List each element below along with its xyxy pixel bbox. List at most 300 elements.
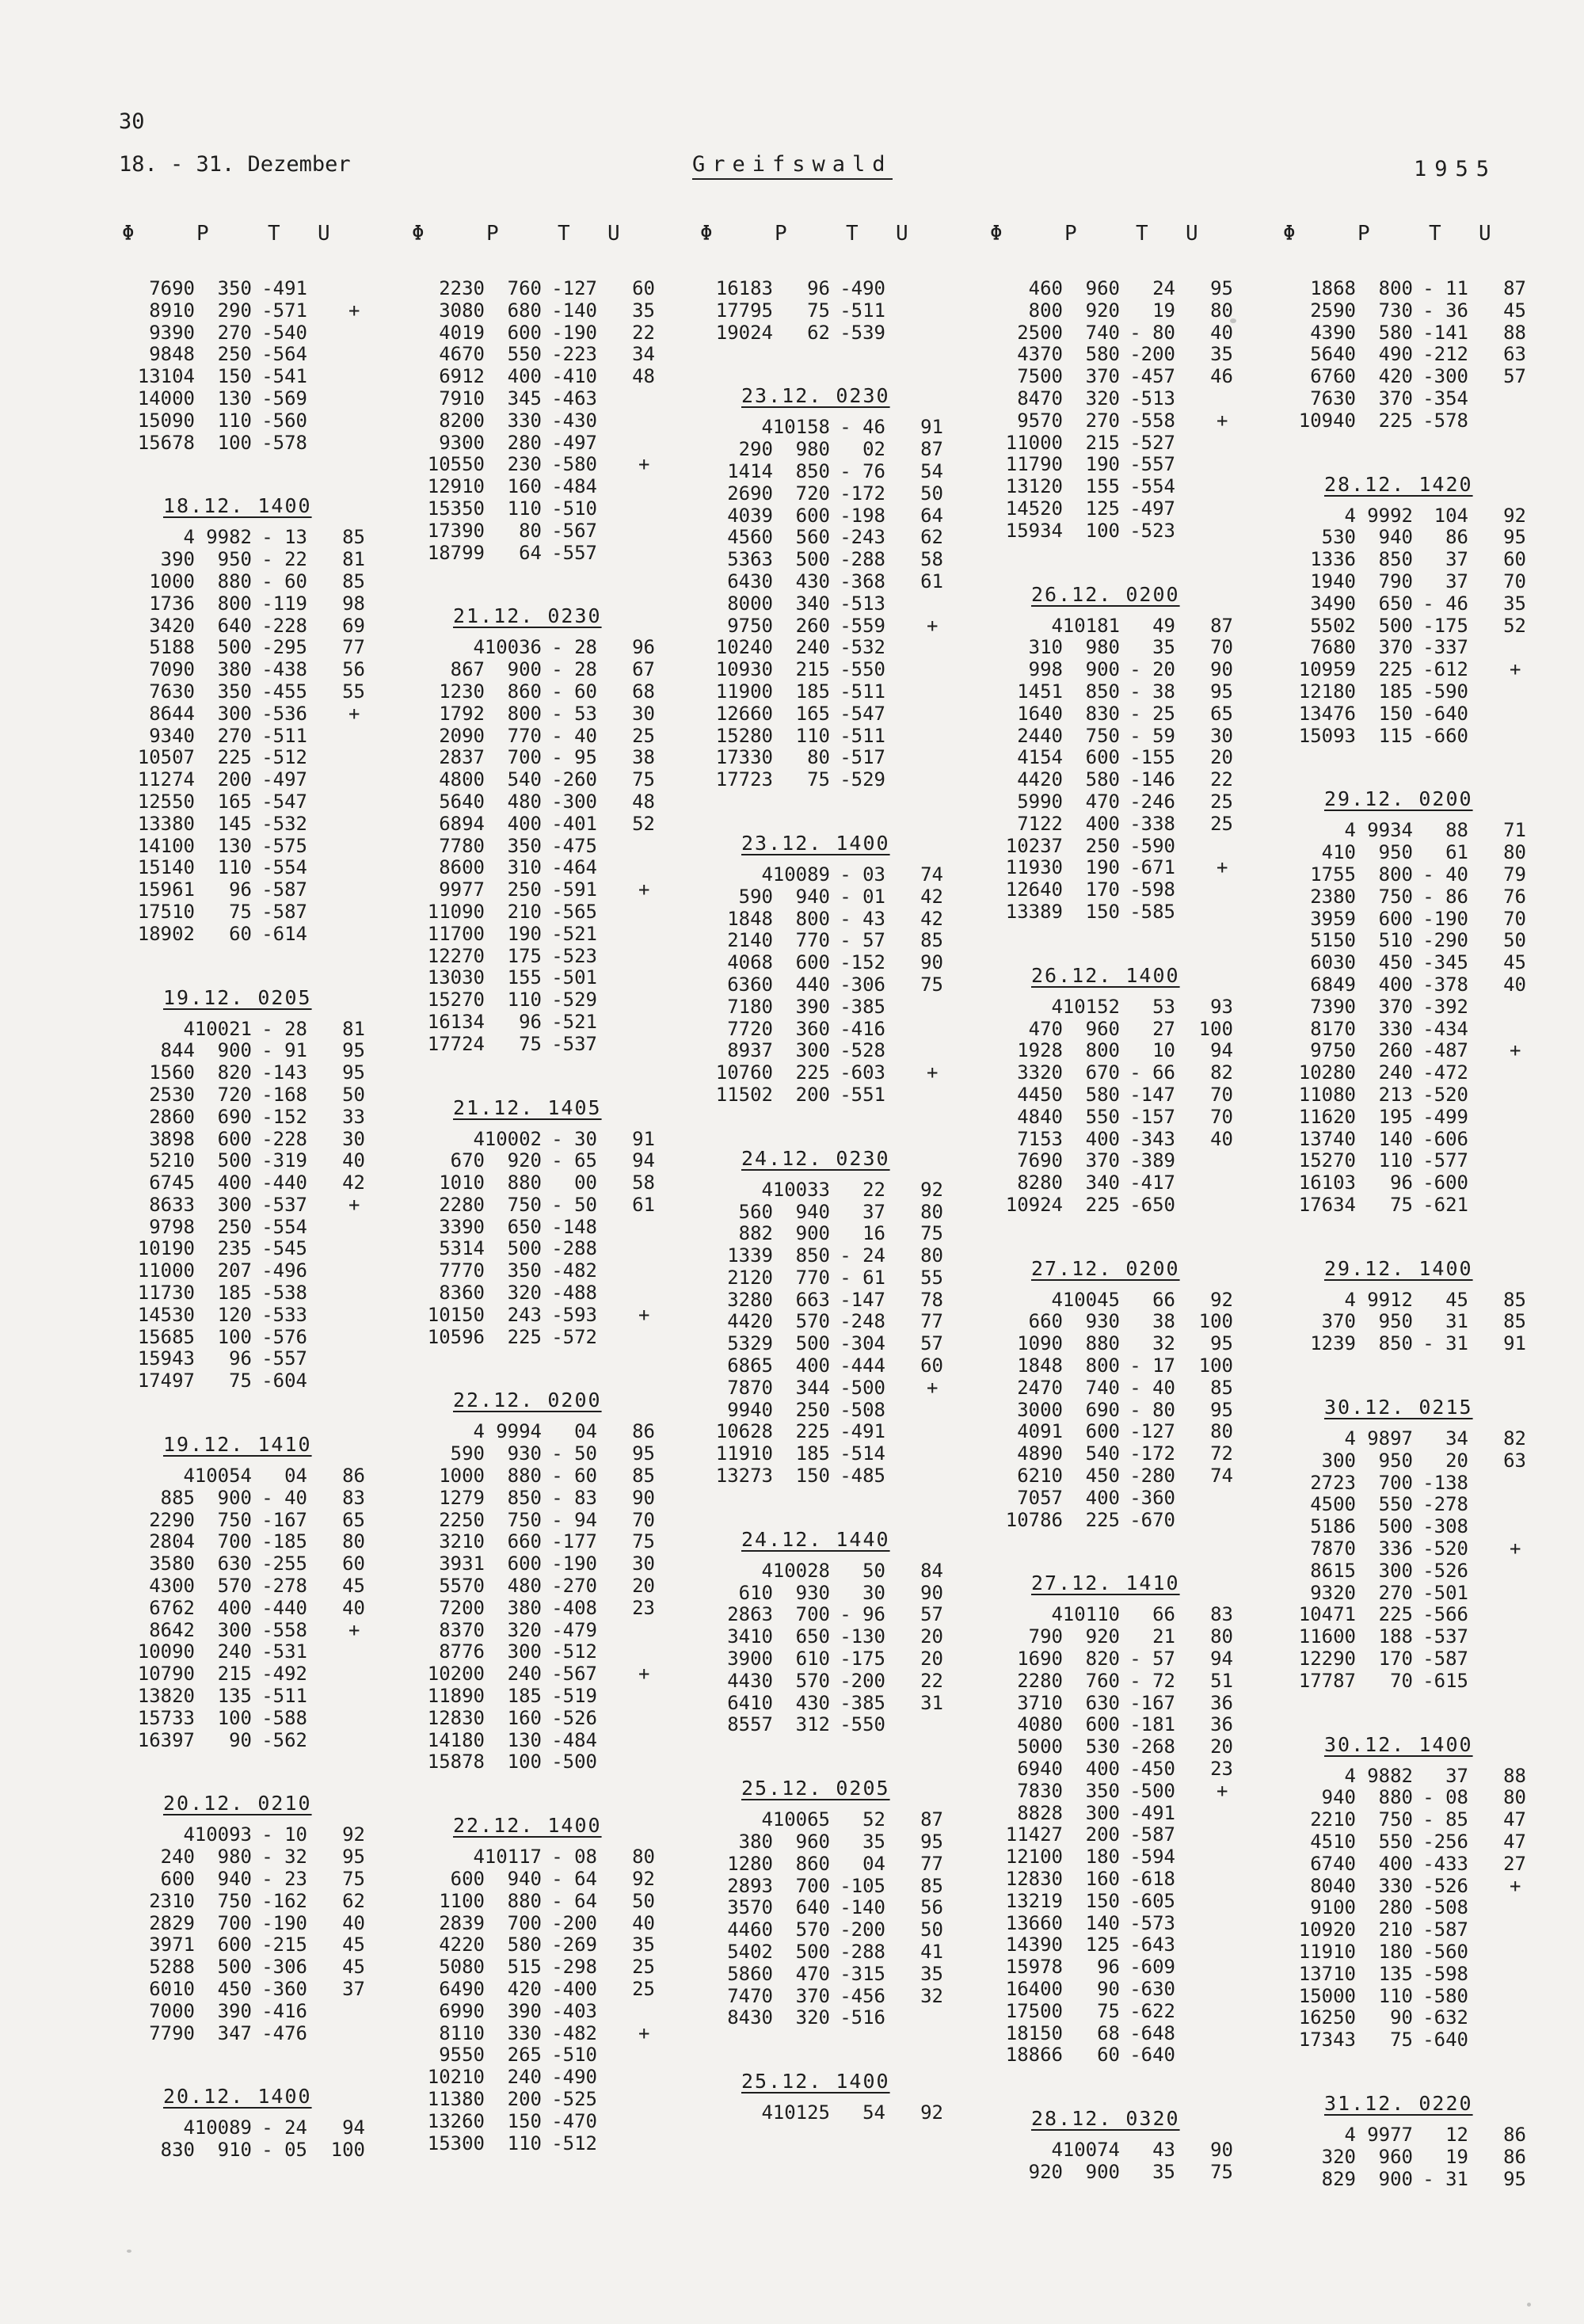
table-row bbox=[399, 1033, 661, 1055]
p-header: P bbox=[196, 222, 209, 246]
p-value: 400 bbox=[1378, 1852, 1413, 1875]
phi-value: 1339 bbox=[727, 1244, 773, 1267]
phi-value: 920 bbox=[1028, 2160, 1063, 2183]
phi-value: 4068 bbox=[727, 951, 773, 974]
p-value: 155 bbox=[1085, 475, 1120, 498]
sounding-date-time: 26.12. 0200 bbox=[1031, 582, 1180, 606]
u-value: 100 bbox=[330, 2139, 365, 2162]
table-row bbox=[399, 277, 661, 299]
u-value: 79 bbox=[1503, 863, 1526, 886]
p-value: 96 bbox=[519, 1010, 542, 1033]
table-row bbox=[399, 1707, 661, 1729]
table-row bbox=[109, 2139, 371, 2161]
table-row bbox=[1270, 1537, 1532, 1560]
u-header: U bbox=[1186, 222, 1198, 246]
p-value: 312 bbox=[795, 1713, 830, 1736]
phi-header: Φ bbox=[122, 222, 135, 246]
phi-value: 9300 bbox=[439, 431, 485, 454]
u-value: 22 bbox=[1210, 768, 1233, 791]
p-value: 880 bbox=[1378, 1786, 1413, 1809]
t-value: -537 bbox=[261, 1193, 307, 1216]
p-value: 950 bbox=[1378, 841, 1413, 864]
phi-value: 5363 bbox=[727, 548, 773, 571]
column-header bbox=[1270, 222, 1532, 277]
p-value: 580 bbox=[1085, 343, 1120, 366]
sounding-date-time: 19.12. 0205 bbox=[163, 985, 312, 1009]
table-row bbox=[977, 1332, 1239, 1354]
phi-value: 2893 bbox=[727, 1874, 773, 1897]
p-value: 265 bbox=[507, 2044, 542, 2067]
sounding-title bbox=[977, 964, 1239, 992]
table-row bbox=[109, 725, 371, 747]
p-value: 830 bbox=[1085, 702, 1120, 725]
phi-value: 1690 bbox=[1017, 1648, 1063, 1671]
phi-value: 11080 bbox=[1298, 1083, 1356, 1106]
table-row bbox=[109, 277, 371, 299]
u-value: 83 bbox=[342, 1486, 365, 1509]
table-row bbox=[1270, 1765, 1532, 1787]
p-value: 207 bbox=[217, 1259, 252, 1282]
phi-value: 2470 bbox=[1017, 1376, 1063, 1399]
p-value: 790 bbox=[1378, 570, 1413, 592]
phi-value: 1279 bbox=[439, 1486, 485, 1509]
table-row bbox=[977, 1625, 1239, 1648]
table-row bbox=[687, 1713, 949, 1735]
t-value: - 32 bbox=[261, 1846, 307, 1869]
table-row bbox=[399, 1326, 661, 1348]
mark: + bbox=[348, 1193, 360, 1216]
p-value: 9897 bbox=[1367, 1427, 1413, 1450]
phi-value: 10924 bbox=[1005, 1193, 1063, 1216]
u-value: 95 bbox=[342, 1039, 365, 1062]
sounding-block bbox=[1270, 1396, 1532, 1692]
table-row bbox=[687, 1808, 949, 1831]
p-value: 160 bbox=[507, 475, 542, 498]
u-value: 45 bbox=[342, 1575, 365, 1598]
table-row bbox=[687, 1670, 949, 1692]
p-value: 150 bbox=[795, 1465, 830, 1488]
table-row bbox=[399, 2022, 661, 2044]
u-value: 42 bbox=[342, 1172, 365, 1194]
t-value: 37 bbox=[1445, 1764, 1468, 1787]
u-value: 88 bbox=[1503, 321, 1526, 344]
phi-value: 4 bbox=[183, 2116, 195, 2139]
t-value: -606 bbox=[1422, 1127, 1468, 1150]
table-row bbox=[1270, 1963, 1532, 1985]
sounding-date-time: 19.12. 1410 bbox=[163, 1433, 312, 1457]
phi-value: 830 bbox=[160, 2139, 195, 2162]
p-value: 250 bbox=[217, 1215, 252, 1238]
table-row bbox=[109, 1194, 371, 1216]
table-row bbox=[977, 1956, 1239, 1978]
table-row bbox=[1270, 299, 1532, 322]
mark: + bbox=[1217, 1779, 1228, 1802]
phi-value: 1755 bbox=[1310, 863, 1356, 886]
p-value: 770 bbox=[795, 1266, 830, 1289]
phi-value: 7770 bbox=[439, 1259, 485, 1282]
table-row bbox=[399, 387, 661, 410]
table-row bbox=[977, 520, 1239, 542]
p-value: 350 bbox=[217, 680, 252, 703]
sounding-date-time: 25.12. 0205 bbox=[741, 1777, 890, 1800]
phi-value: 10237 bbox=[1005, 834, 1063, 857]
t-value: -147 bbox=[1129, 1083, 1175, 1106]
phi-value: 10507 bbox=[137, 746, 195, 769]
p-value: 9992 bbox=[1367, 504, 1413, 527]
p-value: 700 bbox=[507, 1911, 542, 1934]
p-value: 800 bbox=[1085, 1354, 1120, 1377]
table-row bbox=[399, 432, 661, 454]
sounding-date-time: 26.12. 1400 bbox=[1031, 963, 1180, 987]
p-value: 630 bbox=[217, 1553, 252, 1575]
p-value: 230 bbox=[507, 453, 542, 476]
table-row bbox=[977, 1890, 1239, 1912]
table-row bbox=[1270, 1786, 1532, 1808]
t-value: 30 bbox=[862, 1581, 885, 1604]
p-value: 700 bbox=[217, 1530, 252, 1553]
table-row bbox=[1270, 996, 1532, 1018]
phi-value: 7720 bbox=[727, 1017, 773, 1040]
p-value: 135 bbox=[217, 1685, 252, 1708]
table-row bbox=[687, 1985, 949, 2007]
p-value: 140 bbox=[1378, 1127, 1413, 1150]
t-value: -172 bbox=[840, 482, 885, 505]
p-value: 225 bbox=[1378, 409, 1413, 432]
u-value: 100 bbox=[1198, 1017, 1233, 1040]
u-value: 52 bbox=[632, 812, 655, 835]
phi-value: 300 bbox=[1321, 1449, 1356, 1472]
phi-value: 4 bbox=[1344, 504, 1356, 527]
t-value: -288 bbox=[551, 1237, 597, 1260]
u-value: 77 bbox=[920, 1310, 943, 1333]
phi-value: 17330 bbox=[715, 746, 773, 769]
sounding-block bbox=[687, 832, 949, 1106]
p-value: 950 bbox=[1378, 1449, 1413, 1472]
t-value: 66 bbox=[1152, 1288, 1175, 1311]
p-value: 720 bbox=[795, 482, 830, 505]
t-value: -540 bbox=[261, 321, 307, 344]
u-value: 93 bbox=[1210, 995, 1233, 1018]
table-row bbox=[687, 2006, 949, 2029]
p-value: 550 bbox=[1378, 1831, 1413, 1853]
data-column-5 bbox=[1270, 222, 1532, 2231]
p-value: 880 bbox=[507, 1465, 542, 1488]
phi-value: 4 bbox=[761, 2101, 773, 2124]
t-value: -527 bbox=[1129, 431, 1175, 454]
phi-value: 4420 bbox=[727, 1310, 773, 1333]
p-value: 370 bbox=[1085, 365, 1120, 388]
u-value: 30 bbox=[1210, 724, 1233, 747]
table-row bbox=[399, 1216, 661, 1238]
u-value: 90 bbox=[632, 1486, 655, 1509]
table-row bbox=[687, 680, 949, 703]
table-row bbox=[399, 945, 661, 967]
p-value: 75 bbox=[807, 768, 830, 791]
phi-value: 2804 bbox=[149, 1530, 195, 1553]
t-value: -576 bbox=[261, 1325, 307, 1348]
t-value: 37 bbox=[1445, 570, 1468, 592]
p-value: 130 bbox=[507, 1728, 542, 1751]
t-value: 52 bbox=[862, 1808, 885, 1831]
t-value: -198 bbox=[840, 504, 885, 527]
table-row bbox=[977, 1509, 1239, 1531]
p-value: 10074 bbox=[1062, 2139, 1120, 2162]
t-value: 16 bbox=[862, 1222, 885, 1245]
table-row bbox=[687, 416, 949, 438]
t-value: -490 bbox=[840, 277, 885, 299]
t-value: -155 bbox=[1129, 746, 1175, 769]
t-value: - 01 bbox=[840, 885, 885, 908]
t-value: -572 bbox=[551, 1325, 597, 1348]
t-value: -472 bbox=[1422, 1061, 1468, 1084]
phi-value: 11790 bbox=[1005, 453, 1063, 476]
table-row bbox=[977, 835, 1239, 857]
table-row bbox=[687, 1875, 949, 1897]
table-row bbox=[977, 1442, 1239, 1465]
u-value: 92 bbox=[632, 1868, 655, 1891]
phi-value: 2380 bbox=[1310, 885, 1356, 908]
t-value: - 38 bbox=[1129, 680, 1175, 703]
table-row bbox=[977, 1106, 1239, 1128]
phi-value: 5402 bbox=[727, 1941, 773, 1964]
t-value: -167 bbox=[261, 1508, 307, 1531]
p-value: 190 bbox=[1085, 453, 1120, 476]
mark: + bbox=[638, 2021, 650, 2044]
table-row bbox=[687, 1465, 949, 1487]
p-value: 900 bbox=[507, 658, 542, 681]
t-value: 35 bbox=[862, 1831, 885, 1853]
p-value: 760 bbox=[1085, 1669, 1120, 1692]
p-value: 185 bbox=[795, 680, 830, 703]
table-row bbox=[977, 453, 1239, 475]
p-value: 850 bbox=[795, 1244, 830, 1267]
p-value: 290 bbox=[217, 299, 252, 322]
p-value: 550 bbox=[1378, 1493, 1413, 1516]
sounding-title bbox=[687, 832, 949, 860]
phi-value: 1868 bbox=[1310, 277, 1356, 299]
t-value: -571 bbox=[261, 299, 307, 322]
t-value: - 50 bbox=[551, 1442, 597, 1465]
sounding-date-time: 27.12. 1410 bbox=[1031, 1572, 1180, 1595]
p-value: 235 bbox=[217, 1237, 252, 1260]
table-row bbox=[687, 929, 949, 951]
data-column-3 bbox=[687, 222, 949, 2165]
phi-value: 4 bbox=[1051, 1603, 1063, 1626]
table-row bbox=[399, 768, 661, 791]
t-value: -526 bbox=[551, 1706, 597, 1729]
u-value: 87 bbox=[920, 1808, 943, 1831]
sounding-title bbox=[1270, 2092, 1532, 2120]
p-value: 270 bbox=[1085, 409, 1120, 432]
table-row bbox=[1270, 1875, 1532, 1897]
t-value: - 36 bbox=[1422, 299, 1468, 322]
p-value: 580 bbox=[1085, 1083, 1120, 1106]
phi-value: 10471 bbox=[1298, 1603, 1356, 1626]
sounding-title bbox=[1270, 1257, 1532, 1286]
u-value: 20 bbox=[632, 1575, 655, 1598]
p-value: 210 bbox=[507, 900, 542, 923]
t-value: - 05 bbox=[261, 2139, 307, 2162]
p-value: 10045 bbox=[1062, 1288, 1120, 1311]
p-value: 600 bbox=[1085, 1713, 1120, 1736]
p-value: 390 bbox=[217, 1999, 252, 2022]
u-value: 75 bbox=[342, 1868, 365, 1891]
t-value: -138 bbox=[1422, 1471, 1468, 1494]
phi-value: 4670 bbox=[439, 343, 485, 366]
u-value: 94 bbox=[1210, 1648, 1233, 1671]
table-row bbox=[977, 1758, 1239, 1780]
phi-value: 16103 bbox=[1298, 1172, 1356, 1194]
table-row bbox=[109, 1465, 371, 1487]
t-value: - 30 bbox=[551, 1127, 597, 1150]
p-value: 880 bbox=[1085, 1332, 1120, 1355]
phi-value: 11600 bbox=[1298, 1625, 1356, 1648]
t-value: -269 bbox=[551, 1933, 597, 1956]
t-value: 19 bbox=[1152, 299, 1175, 322]
p-value: 850 bbox=[795, 459, 830, 482]
u-value: 25 bbox=[1210, 812, 1233, 835]
table-row bbox=[1270, 2124, 1532, 2146]
phi-value: 867 bbox=[450, 658, 485, 681]
t-value: -554 bbox=[1129, 475, 1175, 498]
sounding-date-time: 21.12. 0230 bbox=[453, 604, 602, 628]
t-value: -533 bbox=[261, 1303, 307, 1326]
t-value: - 94 bbox=[551, 1508, 597, 1531]
data-column-2 bbox=[399, 222, 661, 2195]
t-value: -408 bbox=[551, 1596, 597, 1619]
phi-value: 11910 bbox=[715, 1442, 773, 1465]
table-row bbox=[1270, 387, 1532, 410]
sounding-block bbox=[399, 1389, 661, 1773]
table-row bbox=[1270, 1941, 1532, 1963]
data-column-4 bbox=[977, 222, 1239, 2224]
t-value: - 43 bbox=[840, 907, 885, 930]
table-row bbox=[109, 1509, 371, 1531]
p-value: 270 bbox=[1378, 1581, 1413, 1604]
table-row bbox=[687, 658, 949, 680]
phi-value: 1280 bbox=[727, 1852, 773, 1875]
phi-value: 7830 bbox=[1017, 1779, 1063, 1802]
phi-value: 11620 bbox=[1298, 1105, 1356, 1128]
phi-value: 8430 bbox=[727, 2006, 773, 2029]
table-row bbox=[399, 680, 661, 703]
t-value: -511 bbox=[840, 299, 885, 322]
u-value: 35 bbox=[632, 299, 655, 322]
u-value: 95 bbox=[342, 1846, 365, 1869]
p-value: 260 bbox=[795, 614, 830, 637]
t-value: -496 bbox=[261, 1259, 307, 1282]
sounding-block bbox=[687, 2070, 949, 2124]
t-value: - 85 bbox=[1422, 1808, 1468, 1831]
p-value: 600 bbox=[1085, 1420, 1120, 1443]
table-row bbox=[977, 1735, 1239, 1758]
phi-value: 3000 bbox=[1017, 1398, 1063, 1421]
mark: + bbox=[348, 1618, 360, 1641]
u-value: 51 bbox=[1210, 1669, 1233, 1692]
t-value: -360 bbox=[1129, 1486, 1175, 1509]
date-range: 18. - 31. Dezember bbox=[119, 152, 351, 177]
p-value: 500 bbox=[217, 1149, 252, 1172]
sounding-title bbox=[399, 1096, 661, 1125]
t-value: -598 bbox=[1129, 878, 1175, 901]
t-value: -541 bbox=[261, 365, 307, 388]
u-value: 35 bbox=[632, 1933, 655, 1956]
phi-value: 2863 bbox=[727, 1603, 773, 1626]
sounding-title bbox=[109, 1792, 371, 1820]
t-value: -319 bbox=[261, 1149, 307, 1172]
p-value: 650 bbox=[507, 1215, 542, 1238]
t-header: T bbox=[268, 222, 280, 246]
p-value: 165 bbox=[795, 702, 830, 725]
sounding-title bbox=[1270, 1733, 1532, 1762]
t-value: -360 bbox=[261, 1978, 307, 2000]
p-value: 10117 bbox=[484, 1846, 542, 1869]
p-value: 420 bbox=[507, 1978, 542, 2000]
p-value: 570 bbox=[795, 1669, 830, 1692]
p-value: 225 bbox=[1085, 1508, 1120, 1531]
phi-header: Φ bbox=[1283, 222, 1296, 246]
p-value: 140 bbox=[1085, 1911, 1120, 1934]
table-row bbox=[399, 453, 661, 475]
table-row bbox=[977, 387, 1239, 410]
u-value: 54 bbox=[920, 459, 943, 482]
p-value: 300 bbox=[217, 702, 252, 725]
phi-value: 1928 bbox=[1017, 1039, 1063, 1062]
phi-value: 10210 bbox=[427, 2066, 485, 2089]
mark: + bbox=[927, 1376, 939, 1399]
t-value: -562 bbox=[261, 1728, 307, 1751]
phi-value: 7153 bbox=[1017, 1127, 1063, 1150]
sounding-date-time: 23.12. 1400 bbox=[741, 831, 890, 855]
p-value: 750 bbox=[1085, 724, 1120, 747]
table-row bbox=[977, 1780, 1239, 1802]
p-value: 75 bbox=[1390, 1193, 1413, 1216]
t-value: - 31 bbox=[1422, 2167, 1468, 2190]
sounding-date-time: 29.12. 1400 bbox=[1324, 1256, 1473, 1280]
p-value: 280 bbox=[507, 431, 542, 454]
u-value: 92 bbox=[920, 2101, 943, 2124]
phi-value: 5990 bbox=[1017, 790, 1063, 813]
table-row bbox=[1270, 2168, 1532, 2190]
table-row bbox=[687, 886, 949, 908]
table-row bbox=[1270, 1084, 1532, 1106]
u-value: 86 bbox=[1503, 2145, 1526, 2168]
p-value: 135 bbox=[1378, 1962, 1413, 1985]
p-value: 180 bbox=[1378, 1941, 1413, 1964]
table-row bbox=[687, 460, 949, 482]
table-row bbox=[109, 878, 371, 901]
table-row bbox=[1270, 841, 1532, 863]
phi-value: 460 bbox=[1028, 277, 1063, 299]
table-row bbox=[399, 966, 661, 989]
t-value: -175 bbox=[840, 1648, 885, 1671]
t-value: -228 bbox=[261, 1127, 307, 1150]
t-value: - 10 bbox=[261, 1823, 307, 1846]
phi-value: 11930 bbox=[1005, 856, 1063, 879]
p-value: 740 bbox=[1085, 1376, 1120, 1399]
p-value: 800 bbox=[507, 702, 542, 725]
sounding-block bbox=[687, 1777, 949, 2029]
phi-value: 3210 bbox=[439, 1530, 485, 1553]
table-row bbox=[687, 1831, 949, 1853]
t-value: -513 bbox=[1129, 387, 1175, 410]
table-row bbox=[1270, 1918, 1532, 1941]
sounding-date-time: 30.12. 0215 bbox=[1324, 1396, 1473, 1419]
phi-value: 310 bbox=[1028, 636, 1063, 659]
mark: + bbox=[927, 1061, 939, 1084]
p-value: 570 bbox=[217, 1575, 252, 1598]
t-value: - 28 bbox=[261, 1017, 307, 1040]
